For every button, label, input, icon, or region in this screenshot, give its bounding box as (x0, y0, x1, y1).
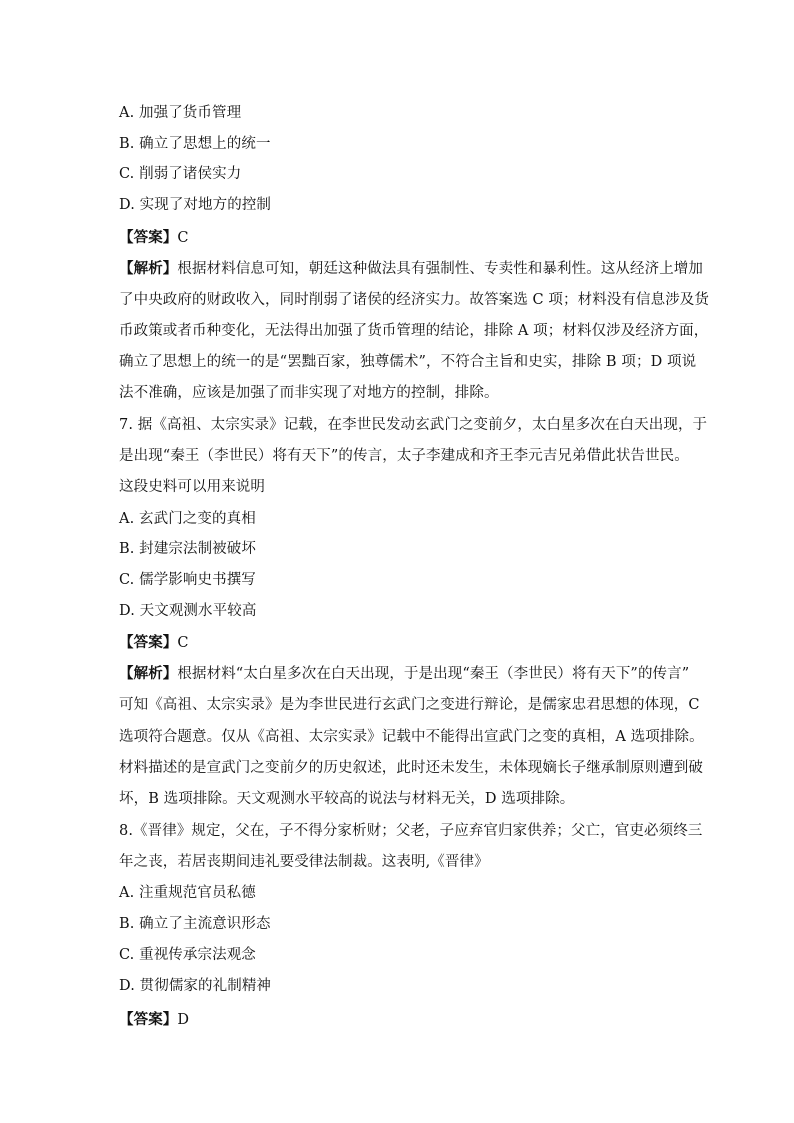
q8-answer (119, 1010, 189, 1030)
analysis-text: 根据材料“太白星多次在白天出现，于是出现“秦王（李世民）将有天下”的传言” (177, 666, 690, 682)
document-page (119, 0, 710, 1123)
q7-stem-line: 是出现“秦王（李世民）将有天下”的传言，太子李建成和齐王李元吉兄弟借此状告世民。 (119, 448, 689, 464)
q8-stem-line: 8.《晋律》规定，父在，子不得分家析财；父老，子应弃官归家供养；父亡，官吏必须终三 (119, 823, 703, 839)
q8-option-d: D. 贯彻儒家的礼制精神 (119, 978, 272, 994)
answer-value: C (177, 230, 189, 246)
q6-option-c: C. 削弱了诸侯实力 (119, 166, 242, 182)
q6-answer (119, 228, 189, 248)
q8-option-c: C. 重视传承宗法观念 (119, 947, 256, 963)
answer-tag: 【答案】 (119, 229, 178, 246)
q7-analysis-line: 选项符合题意。仅从《高祖、太宗实录》记载中不能得出宣武门之变的真相，A 选项排除。 (119, 729, 704, 745)
q6-option-d: D. 实现了对地方的控制 (119, 197, 272, 213)
q6-option-b: B. 确立了思想上的统一 (119, 136, 271, 152)
q8-option-a: A. 注重规范官员私德 (119, 885, 256, 901)
answer-tag: 【答案】 (119, 634, 178, 651)
q7-stem-line: 这段史料可以用来说明 (119, 479, 265, 495)
q7-option-b: B. 封建宗法制被破坏 (119, 541, 256, 557)
q7-stem-line: 7. 据《高祖、太宗实录》记载，在李世民发动玄武门之变前夕，太白星多次在白天出现，于 (119, 417, 708, 433)
answer-value: C (177, 635, 189, 651)
q7-answer (119, 633, 189, 653)
q6-analysis-line: 币政策或者币种变化，无法得出加强了货币管理的结论，排除 A 项；材料仅涉及经济方面， (119, 323, 709, 339)
analysis-tag: 【解析】 (119, 260, 178, 277)
analysis-tag: 【解析】 (119, 665, 178, 682)
q6-analysis-line (119, 259, 703, 279)
q7-analysis-line: 材料描述的是宣武门之变前夕的历史叙述，此时还未发生，未体现嫡长子继承制原则遭到破 (119, 760, 703, 776)
q7-analysis-line: 可知《高祖、太宗实录》是为李世民进行玄武门之变进行辩论，是儒家忠君思想的体现，C (119, 697, 700, 713)
q7-option-c: C. 儒学影响史书撰写 (119, 572, 256, 588)
q8-stem-line: 年之丧，若居丧期间违礼要受律法制裁。这表明,《晋律》 (119, 854, 489, 870)
analysis-text: 根据材料信息可知，朝廷这种做法具有强制性、专卖性和暴利性。这从经济上增加 (177, 261, 704, 277)
q6-analysis-line: 法不准确，应该是加强了而非实现了对地方的控制，排除。 (119, 385, 499, 401)
q7-option-d: D. 天文观测水平较高 (119, 603, 257, 619)
answer-tag: 【答案】 (119, 1011, 178, 1028)
q7-analysis-line (119, 664, 689, 684)
q6-analysis-line: 确立了思想上的统一的是“罢黜百家，独尊儒术”，不符合主旨和史实，排除 B 项；D 项说 (119, 354, 697, 370)
q8-option-b: B. 确立了主流意识形态 (119, 916, 271, 932)
q7-option-a: A. 玄武门之变的真相 (119, 511, 256, 527)
answer-value: D (177, 1012, 190, 1028)
q6-option-a: A. 加强了货币管理 (119, 105, 242, 121)
q7-analysis-line: 坏，B 选项排除。天文观测水平较高的说法与材料无关，D 选项排除。 (119, 791, 575, 807)
q6-analysis-line: 了中央政府的财政收入，同时削弱了诸侯的经济实力。故答案选 C 项；材料没有信息涉及货 (119, 292, 710, 308)
